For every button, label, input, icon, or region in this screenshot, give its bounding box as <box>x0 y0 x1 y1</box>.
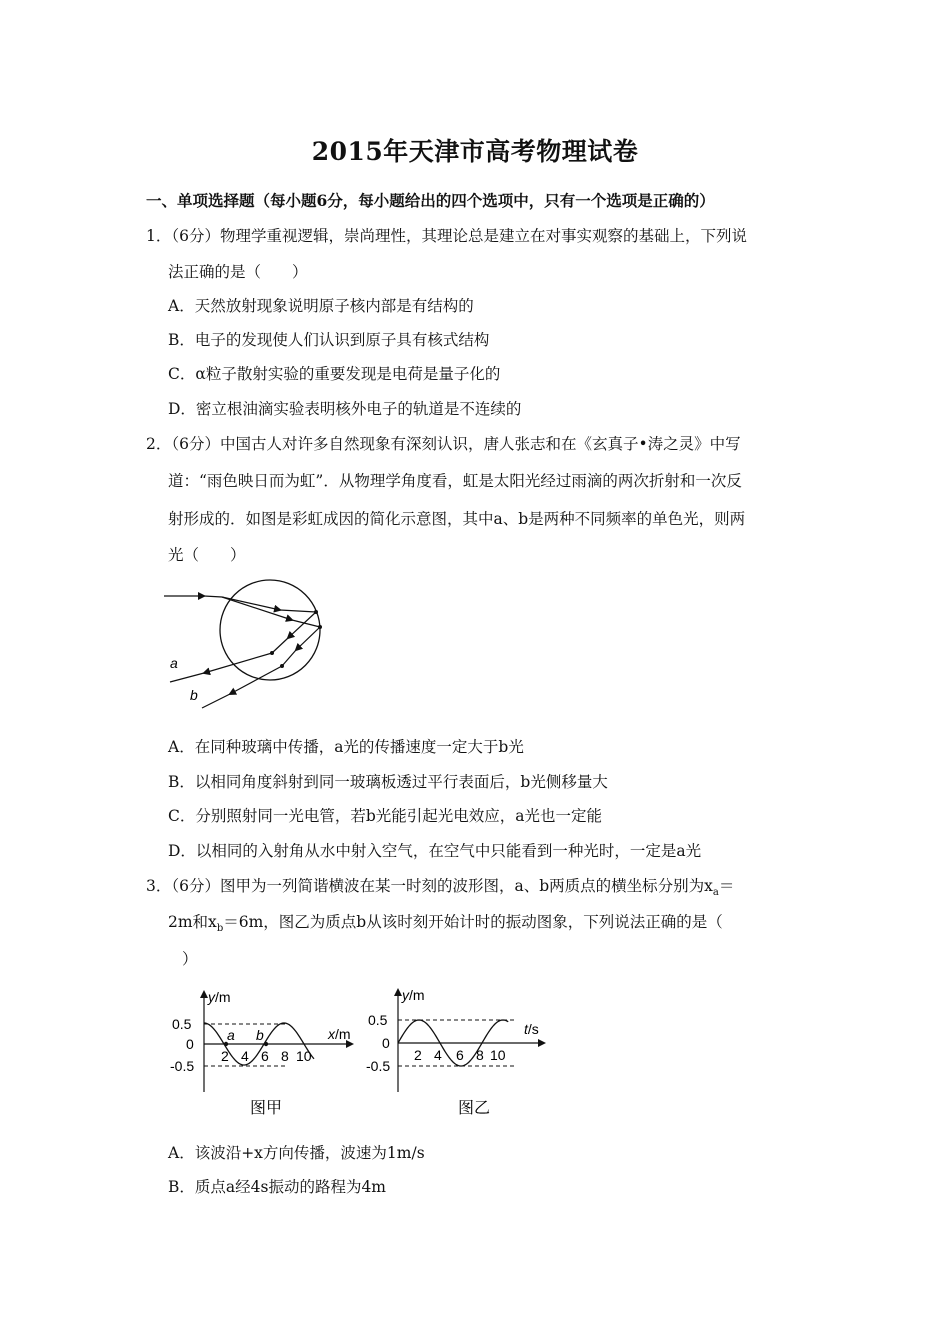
x-tick-8: 8 <box>281 1048 289 1064</box>
page-title: 2015年天津市高考物理试卷 <box>311 137 639 166</box>
q2-option-d[interactable]: D．以相同的入射角从水中射入空气，在空气中只能看到一种光时，一定是a光 <box>168 842 702 860</box>
section-heading: 一、单项选择题（每小题6分，每小题给出的四个选项中，只有一个选项是正确的） <box>146 191 715 210</box>
q3-stem-line1: 3．（6分）图甲为一列简谐横波在某一时刻的波形图，a、b两质点的横坐标分别为$x_a=$ <box>146 877 735 899</box>
x-axis-label: x/m <box>328 1026 351 1042</box>
raindrop-circle <box>220 580 320 680</box>
q1-option-c[interactable]: C．α粒子散射实验的重要发现是电荷是量子化的 <box>168 365 501 383</box>
ray-label-b: b <box>190 687 198 703</box>
x-tick-2: 2 <box>414 1047 422 1063</box>
q2-stem-line4: 光（ ） <box>168 546 246 564</box>
wave-graph-jia <box>168 982 368 1120</box>
x-tick-4: 4 <box>241 1048 249 1064</box>
point-b-label: b <box>256 1027 264 1043</box>
exit-ray-a <box>204 653 272 673</box>
y-tick-neg0.5: -0.5 <box>366 1058 391 1074</box>
refracted-ray-b <box>222 597 292 620</box>
x-tick-4: 4 <box>434 1047 442 1063</box>
q2-option-b[interactable]: B．以相同角度斜射到同一玻璃板透过平行表面后，b光侧移量大 <box>168 773 608 791</box>
y-tick-neg0.5: -0.5 <box>170 1058 195 1074</box>
q1-stem-line1: 1．（6分）物理学重视逻辑，崇尚理性，其理论总是建立在对事实观察的基础上，下列说 <box>146 227 747 245</box>
q1-option-a[interactable]: A．天然放射现象说明原子核内部是有结构的 <box>168 297 474 315</box>
point-b-marker <box>264 1042 268 1046</box>
q2-option-a[interactable]: A．在同种玻璃中传播，a光的传播速度一定大于b光 <box>168 738 524 756</box>
q2-stem-line3: 射形成的．如图是彩虹成因的简化示意图，其中a、b是两种不同频率的单色光，则两 <box>168 510 746 528</box>
reflected-ray-b <box>296 627 320 650</box>
x-tick-2: 2 <box>221 1048 229 1064</box>
q3-option-a[interactable]: A．该波沿+x方向传播，波速为1m/s <box>168 1144 425 1162</box>
refracted-ray-a <box>222 597 280 610</box>
q1-option-d[interactable]: D．密立根油滴实验表明核外电子的轨道是不连续的 <box>168 400 522 418</box>
y-tick-0: 0 <box>186 1036 194 1052</box>
figure-caption-yi: 图乙 <box>458 1100 491 1117</box>
q2-stem-line1: 2．（6分）中国古人对许多自然现象有深刻认识，唐人张志和在《玄真子•涛之灵》中写 <box>146 435 741 453</box>
vibration-graph-yi <box>366 980 566 1120</box>
x-tick-8: 8 <box>476 1047 484 1063</box>
q3-stem-line2: 2m和$x_b=6m$，图乙为质点b从该时刻开始计时的振动图象，下列说法正确的是（ <box>168 913 723 935</box>
y-tick-0.5: 0.5 <box>368 1012 388 1028</box>
figure-caption-jia: 图甲 <box>250 1100 283 1117</box>
x-tick-10: 10 <box>296 1048 312 1064</box>
rainbow-raindrop-diagram <box>160 570 340 720</box>
y-axis-label: y/m <box>208 989 231 1005</box>
x-tick-10: 10 <box>490 1047 506 1063</box>
y-tick-0.5: 0.5 <box>172 1016 192 1032</box>
q1-option-b[interactable]: B．电子的发现使人们认识到原子具有核式结构 <box>168 331 490 349</box>
y-tick-0: 0 <box>382 1035 390 1051</box>
q1-stem-line2: 法正确的是（ ） <box>168 263 308 281</box>
q3-stem-line3: ） <box>182 950 198 968</box>
x-tick-6: 6 <box>261 1048 269 1064</box>
x-tick-6: 6 <box>456 1047 464 1063</box>
point-a-label: a <box>227 1027 235 1043</box>
ray-label-a: a <box>170 655 178 671</box>
t-axis-label: t/s <box>524 1021 539 1037</box>
y-axis-label: y/m <box>402 987 425 1003</box>
q2-stem-line2: 道：“雨色映日而为虹”．从物理学角度看，虹是太阳光经过雨滴的两次折射和一次反 <box>168 472 742 490</box>
q2-option-c[interactable]: C．分别照射同一光电管，若b光能引起光电效应，a光也一定能 <box>168 807 603 825</box>
q3-option-b[interactable]: B．质点a经4s振动的路程为4m <box>168 1178 387 1196</box>
